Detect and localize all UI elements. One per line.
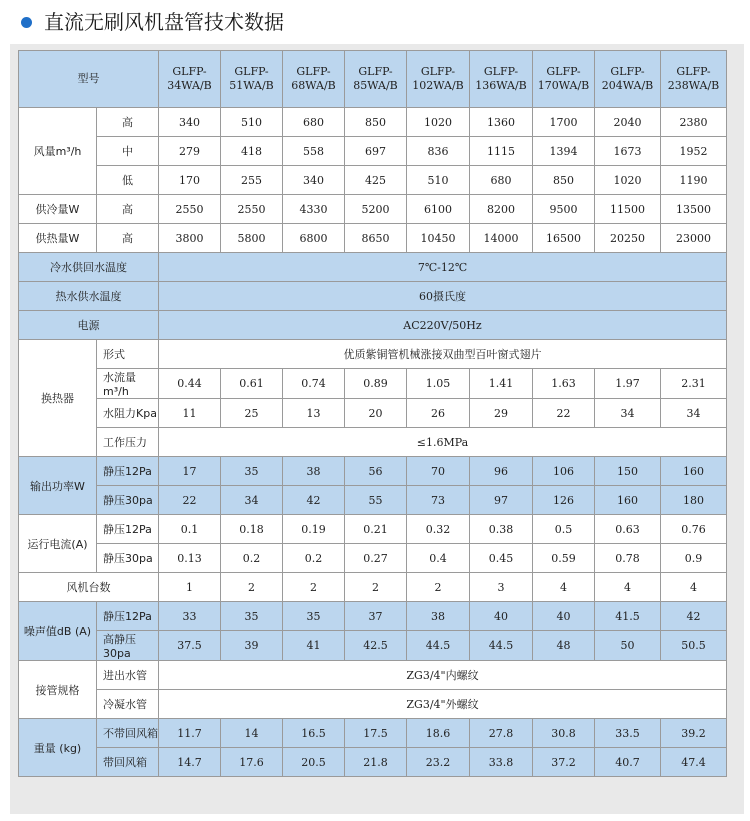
table-cell: 150 <box>595 457 661 486</box>
table-cell: 4 <box>661 573 727 602</box>
current-label: 运行电流(A) <box>19 515 97 573</box>
table-cell: 1.05 <box>407 369 470 399</box>
heating-label: 供热量W <box>19 224 97 253</box>
table-cell: 2 <box>283 573 345 602</box>
table-cell: 11 <box>159 399 221 428</box>
table-row <box>19 253 727 282</box>
table-cell: 0.2 <box>283 544 345 573</box>
table-cell: 23.2 <box>407 748 470 777</box>
bullet-dot-icon <box>21 17 32 28</box>
table-cell: 0.5 <box>533 515 595 544</box>
table-cell: 11.7 <box>159 719 221 748</box>
table-row <box>19 573 727 602</box>
table-cell: 0.38 <box>470 515 533 544</box>
table-cell: 2 <box>221 573 283 602</box>
table-cell: 20250 <box>595 224 661 253</box>
table-cell: 1115 <box>470 137 533 166</box>
table-cell: 0.78 <box>595 544 661 573</box>
sub-label: 静压30pa <box>97 544 159 573</box>
sub-label: 高静压30pa <box>97 631 159 661</box>
sub-label: 进出水管 <box>97 661 159 690</box>
sub-label: 低 <box>97 166 159 195</box>
table-row <box>19 428 727 457</box>
sub-label: 高 <box>97 108 159 137</box>
table-cell: 170 <box>159 166 221 195</box>
sub-label: 形式 <box>97 340 159 369</box>
table-cell: 2040 <box>595 108 661 137</box>
table-cell: 18.6 <box>407 719 470 748</box>
table-cell: 2 <box>345 573 407 602</box>
table-cell: 3800 <box>159 224 221 253</box>
table-cell: 17.5 <box>345 719 407 748</box>
table-cell: 17 <box>159 457 221 486</box>
sub-label: 水流量m³/h <box>97 369 159 399</box>
table-cell: 33 <box>159 602 221 631</box>
sub-label: 工作压力 <box>97 428 159 457</box>
table-cell: 40.7 <box>595 748 661 777</box>
table-cell: 44.5 <box>407 631 470 661</box>
model-header-cell: GLFP- 238WA/B <box>661 51 727 108</box>
table-row <box>19 457 727 486</box>
table-cell: 14.7 <box>159 748 221 777</box>
sub-label: 高 <box>97 195 159 224</box>
table-cell: 1.63 <box>533 369 595 399</box>
model-label: 型号 <box>19 51 159 108</box>
table-cell: 160 <box>595 486 661 515</box>
table-cell: 2550 <box>221 195 283 224</box>
heat-exchanger-label: 换热器 <box>19 340 97 457</box>
table-cell: 40 <box>470 602 533 631</box>
table-cell: 1700 <box>533 108 595 137</box>
sub-label: 高 <box>97 224 159 253</box>
table-cell: 8200 <box>470 195 533 224</box>
table-row <box>19 282 727 311</box>
table-cell: 39.2 <box>661 719 727 748</box>
table-cell: 255 <box>221 166 283 195</box>
table-cell: 2380 <box>661 108 727 137</box>
table-cell: 41 <box>283 631 345 661</box>
table-cell: 70 <box>407 457 470 486</box>
table-cell: 5200 <box>345 195 407 224</box>
table-row <box>19 399 727 428</box>
model-header-cell: GLFP- 204WA/B <box>595 51 661 108</box>
table-cell: 97 <box>470 486 533 515</box>
table-cell: 850 <box>533 166 595 195</box>
table-row <box>19 311 727 340</box>
power-label: 电源 <box>19 311 159 340</box>
sub-label: 静压12Pa <box>97 457 159 486</box>
table-cell: 0.18 <box>221 515 283 544</box>
table-cell: 21.8 <box>345 748 407 777</box>
table-cell: 23000 <box>661 224 727 253</box>
table-cell: 1.97 <box>595 369 661 399</box>
sub-label: 中 <box>97 137 159 166</box>
table-cell: 25 <box>221 399 283 428</box>
sub-label: 冷凝水管 <box>97 690 159 719</box>
table-cell: 14 <box>221 719 283 748</box>
table-cell: 37 <box>345 602 407 631</box>
table-cell: 38 <box>283 457 345 486</box>
table-cell: 29 <box>470 399 533 428</box>
table-cell: 0.9 <box>661 544 727 573</box>
table-cell: 56 <box>345 457 407 486</box>
table-cell: 1190 <box>661 166 727 195</box>
output-power-label: 输出功率W <box>19 457 97 515</box>
table-cell: 340 <box>159 108 221 137</box>
table-cell: 0.4 <box>407 544 470 573</box>
table-cell: 33.5 <box>595 719 661 748</box>
table-row <box>19 195 727 224</box>
table-cell: 8650 <box>345 224 407 253</box>
hot-water-value: 60摄氏度 <box>159 282 727 311</box>
working-pressure-value: ≤1.6MPa <box>159 428 727 457</box>
hot-water-label: 热水供水温度 <box>19 282 159 311</box>
table-row <box>19 544 727 573</box>
table-cell: 50.5 <box>661 631 727 661</box>
table-cell: 34 <box>221 486 283 515</box>
table-cell: 42.5 <box>345 631 407 661</box>
table-cell: 697 <box>345 137 407 166</box>
table-cell: 106 <box>533 457 595 486</box>
table-cell: 27.8 <box>470 719 533 748</box>
table-cell: 35 <box>221 457 283 486</box>
table-cell: 14000 <box>470 224 533 253</box>
table-cell: 0.76 <box>661 515 727 544</box>
table-cell: 836 <box>407 137 470 166</box>
table-row <box>19 369 727 399</box>
table-cell: 11500 <box>595 195 661 224</box>
sub-label: 不带回风箱 <box>97 719 159 748</box>
table-cell: 1 <box>159 573 221 602</box>
table-cell: 3 <box>470 573 533 602</box>
airflow-label: 风量m³/h <box>19 108 97 195</box>
table-row <box>19 748 727 777</box>
cooling-label: 供冷量W <box>19 195 97 224</box>
table-cell: 1.41 <box>470 369 533 399</box>
table-cell: 13500 <box>661 195 727 224</box>
table-cell: 425 <box>345 166 407 195</box>
model-header-cell: GLFP- 68WA/B <box>283 51 345 108</box>
table-cell: 680 <box>283 108 345 137</box>
table-cell: 1360 <box>470 108 533 137</box>
pipe-label: 接管规格 <box>19 661 97 719</box>
model-header-cell: GLFP- 170WA/B <box>533 51 595 108</box>
table-cell: 1952 <box>661 137 727 166</box>
sub-label: 静压30pa <box>97 486 159 515</box>
table-cell: 55 <box>345 486 407 515</box>
table-cell: 2550 <box>159 195 221 224</box>
pipe-value: ZG3/4"外螺纹 <box>159 690 727 719</box>
table-cell: 6100 <box>407 195 470 224</box>
table-cell: 126 <box>533 486 595 515</box>
table-cell: 510 <box>221 108 283 137</box>
table-cell: 50 <box>595 631 661 661</box>
table-cell: 13 <box>283 399 345 428</box>
table-cell: 0.1 <box>159 515 221 544</box>
table-cell: 38 <box>407 602 470 631</box>
table-cell: 26 <box>407 399 470 428</box>
table-cell: 40 <box>533 602 595 631</box>
power-value: AC220V/50Hz <box>159 311 727 340</box>
table-cell: 0.74 <box>283 369 345 399</box>
model-header-cell: GLFP- 51WA/B <box>221 51 283 108</box>
table-row <box>19 224 727 253</box>
table-cell: 0.89 <box>345 369 407 399</box>
table-cell: 0.21 <box>345 515 407 544</box>
table-row <box>19 602 727 631</box>
model-header-cell: GLFP- 136WA/B <box>470 51 533 108</box>
table-cell: 4 <box>533 573 595 602</box>
weight-label: 重量 (kg) <box>19 719 97 777</box>
table-cell: 37.5 <box>159 631 221 661</box>
table-row <box>19 166 727 195</box>
table-cell: 22 <box>533 399 595 428</box>
model-header-cell: GLFP- 34WA/B <box>159 51 221 108</box>
table-cell: 0.59 <box>533 544 595 573</box>
sub-label: 静压12Pa <box>97 602 159 631</box>
table-cell: 16500 <box>533 224 595 253</box>
sub-label: 静压12Pa <box>97 515 159 544</box>
table-row <box>19 137 727 166</box>
table-cell: 2 <box>407 573 470 602</box>
table-cell: 2.31 <box>661 369 727 399</box>
table-cell: 558 <box>283 137 345 166</box>
table-cell: 4 <box>595 573 661 602</box>
table-cell: 35 <box>283 602 345 631</box>
table-cell: 0.2 <box>221 544 283 573</box>
table-cell: 1020 <box>407 108 470 137</box>
table-cell: 35 <box>221 602 283 631</box>
table-cell: 6800 <box>283 224 345 253</box>
table-row <box>19 108 727 137</box>
table-cell: 44.5 <box>470 631 533 661</box>
table-cell: 42 <box>661 602 727 631</box>
pipe-value: ZG3/4"内螺纹 <box>159 661 727 690</box>
table-cell: 680 <box>470 166 533 195</box>
fan-count-label: 风机台数 <box>19 573 159 602</box>
table-cell: 850 <box>345 108 407 137</box>
table-cell: 16.5 <box>283 719 345 748</box>
table-cell: 42 <box>283 486 345 515</box>
table-cell: 33.8 <box>470 748 533 777</box>
model-header-cell: GLFP- 85WA/B <box>345 51 407 108</box>
table-cell: 0.19 <box>283 515 345 544</box>
table-cell: 17.6 <box>221 748 283 777</box>
table-cell: 30.8 <box>533 719 595 748</box>
form-value: 优质紫铜管机械涨接双曲型百叶窗式翅片 <box>159 340 727 369</box>
chilled-water-value: 7℃-12℃ <box>159 253 727 282</box>
table-cell: 180 <box>661 486 727 515</box>
table-cell: 0.61 <box>221 369 283 399</box>
page-title: 直流无刷风机盘管技术数据 <box>44 10 284 34</box>
table-cell: 37.2 <box>533 748 595 777</box>
table-row <box>19 631 727 661</box>
table-row <box>19 486 727 515</box>
sub-label: 水阻力Kpa <box>97 399 159 428</box>
table-cell: 1673 <box>595 137 661 166</box>
table-cell: 48 <box>533 631 595 661</box>
table-cell: 34 <box>661 399 727 428</box>
table-cell: 20.5 <box>283 748 345 777</box>
table-cell: 9500 <box>533 195 595 224</box>
table-cell: 10450 <box>407 224 470 253</box>
table-row <box>19 340 727 369</box>
table-cell: 73 <box>407 486 470 515</box>
table-cell: 47.4 <box>661 748 727 777</box>
table-cell: 340 <box>283 166 345 195</box>
table-header-row <box>19 51 727 108</box>
table-cell: 39 <box>221 631 283 661</box>
sub-label: 带回风箱 <box>97 748 159 777</box>
chilled-water-label: 冷水供回水温度 <box>19 253 159 282</box>
table-row <box>19 661 727 690</box>
table-cell: 418 <box>221 137 283 166</box>
table-cell: 34 <box>595 399 661 428</box>
table-cell: 1394 <box>533 137 595 166</box>
table-row <box>19 515 727 544</box>
table-cell: 160 <box>661 457 727 486</box>
table-cell: 96 <box>470 457 533 486</box>
table-cell: 0.27 <box>345 544 407 573</box>
table-cell: 5800 <box>221 224 283 253</box>
table-cell: 510 <box>407 166 470 195</box>
table-cell: 1020 <box>595 166 661 195</box>
table-cell: 4330 <box>283 195 345 224</box>
spec-table <box>18 50 727 777</box>
model-header-cell: GLFP- 102WA/B <box>407 51 470 108</box>
table-cell: 0.44 <box>159 369 221 399</box>
table-cell: 41.5 <box>595 602 661 631</box>
table-cell: 279 <box>159 137 221 166</box>
table-cell: 22 <box>159 486 221 515</box>
table-cell: 20 <box>345 399 407 428</box>
table-row <box>19 719 727 748</box>
table-row <box>19 690 727 719</box>
table-cell: 0.45 <box>470 544 533 573</box>
section-header <box>0 0 750 44</box>
table-cell: 0.13 <box>159 544 221 573</box>
noise-label: 噪声值dB (A) <box>19 602 97 661</box>
table-cell: 0.32 <box>407 515 470 544</box>
table-cell: 0.63 <box>595 515 661 544</box>
